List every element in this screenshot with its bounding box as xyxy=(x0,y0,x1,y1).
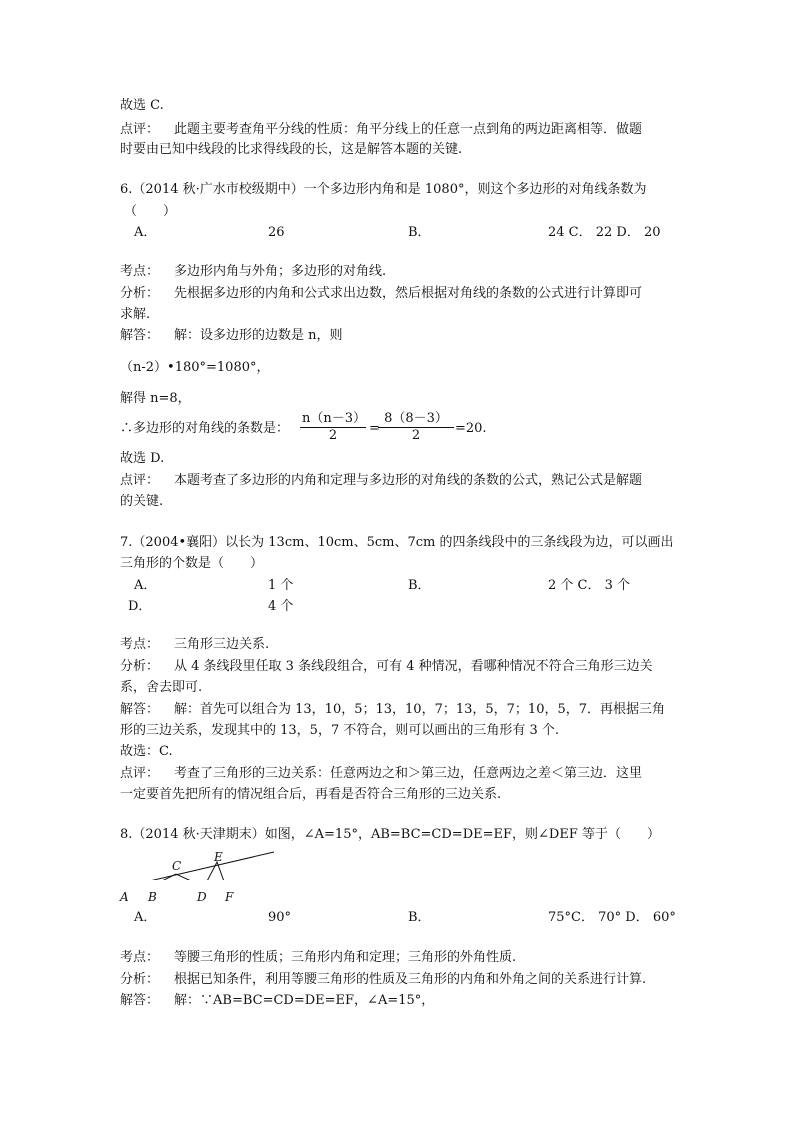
q8-label-c: C xyxy=(172,859,182,873)
q6-option-bcd: 24 C． 22 D． 20 xyxy=(548,225,661,240)
q6-fraction-equals: = xyxy=(369,421,380,436)
q7-option-a: 1 个 xyxy=(268,578,294,593)
q7-kaodian: 三角形三边关系. xyxy=(174,637,270,652)
q6-fenxi-line2: 求解. xyxy=(120,307,151,322)
q6-kaodian-label: 考点： xyxy=(120,264,160,279)
q6-fraction-1-denominator: 2 xyxy=(328,428,338,443)
q6-stem-line1: 6.（2014 秋·广水市校级期中）一个多边形内角和是 1080°，则这个多边形的对角线条数为 xyxy=(120,182,647,197)
q6-option-b-label: B． xyxy=(408,225,431,240)
q8-kaodian: 等腰三角形的性质；三角形内角和定理；三角形的外角性质. xyxy=(174,950,517,965)
q8-label-f: F xyxy=(225,890,234,904)
q7-fenxi-line1: 从 4 条线段里任取 3 条线段组合，可有 4 种情况，看哪种情况不符合三角形三边关 xyxy=(174,659,653,674)
q7-fenxi-label: 分析： xyxy=(120,659,160,674)
q7-stem-line2: 三角形的个数是（ ） xyxy=(120,556,264,571)
q6-fraction-prefix: ∴多边形的对角线的条数是： xyxy=(120,421,290,436)
q6-kaodian: 多边形内角与外角；多边形的对角线. xyxy=(174,264,387,279)
q7-comment-line1: 考查了三角形的三边关系：任意两边之和＞第三边，任意两边之差＜第三边．这里 xyxy=(174,766,643,781)
q7-fenxi-line2: 系，舍去即可. xyxy=(120,680,203,695)
q8-option-bcd: 75°C． 70° D． 60° xyxy=(548,910,676,925)
q7-answer: 故选：C. xyxy=(120,744,173,759)
q7-kaodian-label: 考点： xyxy=(120,637,160,652)
q7-jieda-label: 解答： xyxy=(120,702,160,717)
q6-equation-1: （n-2）•180°=1080°， xyxy=(120,360,270,375)
q6-comment-line2: 的关键. xyxy=(120,494,164,509)
q6-option-a-label: A． xyxy=(134,225,157,240)
q6-fraction-2 xyxy=(378,411,454,444)
q8-label-d: D xyxy=(197,890,207,904)
q8-fenxi: 根据已知条件，利用等腰三角形的性质及三角形的内角和外角之间的关系进行计算. xyxy=(174,972,647,987)
q6-stem-line2: （ ） xyxy=(124,204,177,219)
q6-fenxi-label: 分析： xyxy=(120,286,160,301)
q8-option-b-label: B． xyxy=(408,910,431,925)
q8-kaodian-label: 考点： xyxy=(120,950,160,965)
q8-jieda-label: 解答： xyxy=(120,993,160,1008)
q7-option-d-label: D． xyxy=(128,599,152,614)
q5-comment-line1: 此题主要考查角平分线的性质：角平分线上的任意一点到角的两边距离相等．做题 xyxy=(174,122,643,137)
q5-answer: 故选 C. xyxy=(120,98,164,113)
q6-jieda-label: 解答： xyxy=(120,328,160,343)
q7-option-d: 4 个 xyxy=(268,599,294,614)
q7-comment-line2: 一定要首先把所有的情况组合后，再看是否符合三角形的三边关系. xyxy=(120,787,502,802)
q7-stem-line1: 7.（2004•襄阳）以长为 13cm、10cm、5cm、7cm 的四条线段中的三条线段为边，可以画出 xyxy=(120,535,674,550)
q6-fraction-2-denominator: 2 xyxy=(411,428,421,443)
q6-comment-label: 点评： xyxy=(120,473,160,488)
q8-label-e: E xyxy=(214,850,223,864)
q6-fraction-1 xyxy=(300,411,366,444)
q5-comment-line2: 时要由已知中线段的比求得线段的长，这是解答本题的关键. xyxy=(120,142,463,157)
q8-option-a: 90° xyxy=(268,910,292,925)
q8-label-a: A xyxy=(120,890,129,904)
q6-answer: 故选 D. xyxy=(120,451,165,466)
q5-comment-label: 点评： xyxy=(120,122,160,137)
q6-jieda: 解：设多边形的边数是 n，则 xyxy=(174,328,343,343)
q8-stem: 8.（2014 秋·天津期末）如图，∠A=15°，AB=BC=CD=DE=EF，则∠DEF 等于（ ） xyxy=(120,827,660,842)
q6-fraction-1-numerator: n（n－3） xyxy=(302,411,367,426)
q8-figure-bottom-labels xyxy=(118,880,284,906)
q7-option-a-label: A． xyxy=(134,578,157,593)
q8-fenxi-label: 分析： xyxy=(120,972,160,987)
q6-comment-line1: 本题考查了多边形的内角和定理与多边形的对角线的条数的公式，熟记公式是解题 xyxy=(174,473,643,488)
q8-label-b: B xyxy=(148,890,157,904)
q7-option-bc: 2 个 C． 3 个 xyxy=(548,578,631,593)
q6-option-a: 26 xyxy=(268,225,285,240)
q8-option-a-label: A． xyxy=(134,910,157,925)
q7-comment-label: 点评： xyxy=(120,766,160,781)
q8-jieda: 解：∵AB=BC=CD=DE=EF，∠A=15°， xyxy=(174,993,435,1008)
q7-jieda-line2: 形的三边关系，发现其中的 13，5，7 不符合，则可以画出的三角形有 3 个. xyxy=(120,723,560,738)
q6-fraction-result: =20. xyxy=(455,421,487,436)
q6-fraction-2-numerator: 8（8－3） xyxy=(378,411,454,428)
q7-option-b-label: B． xyxy=(408,578,431,593)
q7-jieda-line1: 解：首先可以组合为 13，10，5；13，10，7；13，5，7；10，5，7．再根据三角 xyxy=(174,702,666,717)
q6-fenxi-line1: 先根据多边形的内角和公式求出边数，然后根据对角线的条数的公式进行计算即可 xyxy=(174,286,643,301)
q6-equation-2: 解得 n=8， xyxy=(120,391,191,406)
